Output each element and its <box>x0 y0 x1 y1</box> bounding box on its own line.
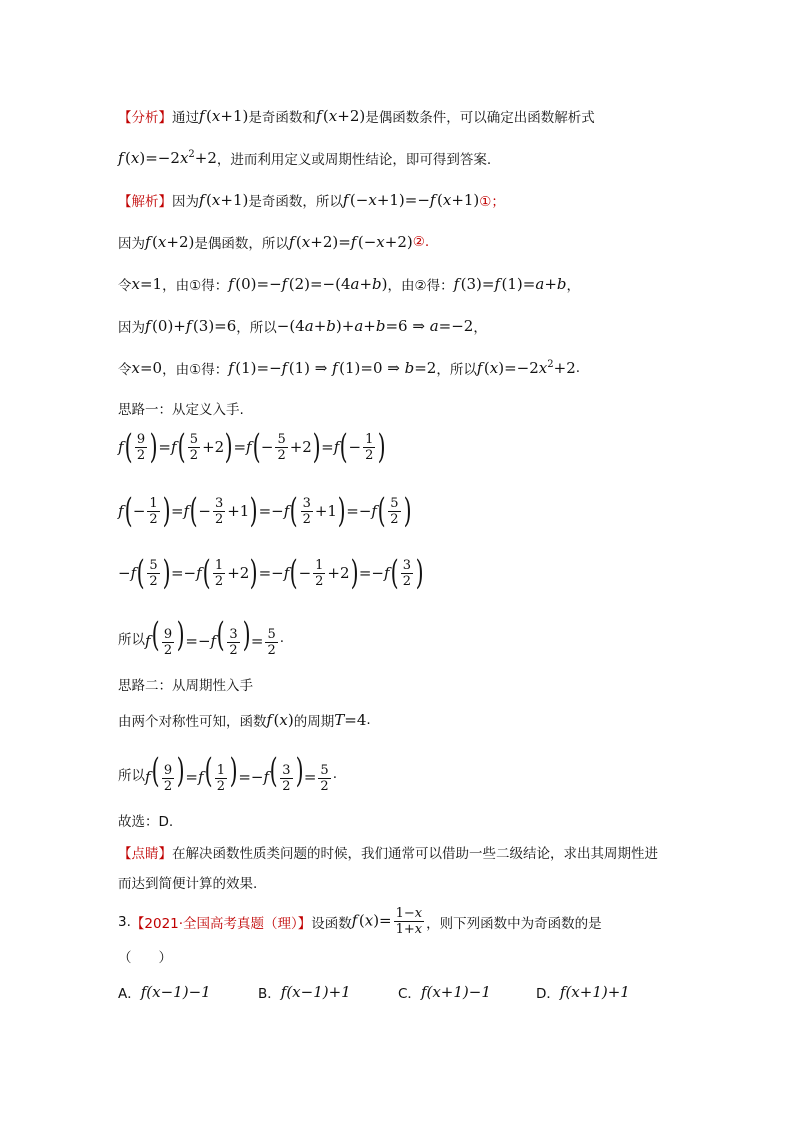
comment-tag: 【点睛】 <box>118 846 172 862</box>
option-c[interactable] <box>398 982 491 1002</box>
solution-text: ②. <box>412 234 430 250</box>
option-d-label: D． <box>536 986 560 1002</box>
option-d[interactable] <box>536 982 630 1002</box>
analysis-text-3: 是偶函数条件，可以确定出函数解析式 <box>365 110 595 126</box>
analysis-tag: 【分析】 <box>118 110 172 126</box>
solution-text: ， <box>566 278 580 294</box>
approach2-text: . <box>366 712 371 728</box>
question-blank: （ ） <box>118 950 172 966</box>
comment-line-1 <box>118 842 694 862</box>
question-source: 【2021·全国高考真题（理）】 <box>130 915 312 932</box>
approach2-conclusion <box>118 751 694 794</box>
approach2-line-1 <box>118 710 694 730</box>
comment-text-2: 而达到简便计算的效果. <box>118 876 258 892</box>
expr: x=1 <box>131 275 163 293</box>
solution-text: ，由①得： <box>162 278 229 294</box>
solution-text: ，由①得： <box>162 362 229 378</box>
option-b-label: B． <box>258 986 281 1002</box>
solution-text: ，所以 <box>236 320 277 336</box>
expr-question-function: f (x)= $\frac{1-x}{1+x}$ <box>351 906 423 937</box>
expr: f (x) <box>266 711 294 729</box>
answer-text: 故选：D. <box>118 814 174 830</box>
question-stem-a: 设函数 <box>311 915 352 932</box>
analysis-text-4: ，进而利用定义或周期性结论，即可得到答案. <box>216 152 492 168</box>
approach2-text: 由两个对称性可知，函数 <box>118 714 267 730</box>
expr: f (3)=f (1)=a+b <box>453 275 567 293</box>
option-b-expr: f(x−1)+1 <box>280 983 351 1001</box>
expr: f (0)=−f (2)=−(4a+b) <box>228 275 388 293</box>
option-c-label: C． <box>398 986 421 1002</box>
approach1-eq-1: f ( $\frac{9}{2}$ ) = f ( $\frac{5}{2}$ +2 ) = f ( − $\frac{5}{2}$ +2 ) = f ( − $\frac{1}{2}$ ) <box>118 427 386 467</box>
solution-text: 是奇函数，所以 <box>248 194 343 210</box>
question-stem-b: ，则下列函数中为奇函数的是 <box>426 915 602 932</box>
expr-f-x-plus-1: f (x+1) <box>199 107 249 125</box>
approach1-eq-2: f ( − $\frac{1}{2}$ ) = f ( − $\frac{3}{2}$ +1 ) =− f ( $\frac{3}{2}$ +1 ) =− f ( $\frac{5}{2}$ ) <box>118 491 412 531</box>
expr-fx-definition: f $(x)=-2x^2+2$ <box>118 149 217 167</box>
solution-text: 令 <box>118 362 132 378</box>
solution-line-2 <box>118 232 694 252</box>
expr: f (0)+f (3)=6 <box>145 317 237 335</box>
solution-line-3 <box>118 274 694 294</box>
analysis-line-1 <box>118 106 694 126</box>
solution-text: 令 <box>118 278 132 294</box>
expr: f (1)=−f (1) ⇒ f (1)=0 ⇒ b=2 <box>228 359 437 377</box>
expr: x=0 <box>131 359 163 377</box>
expr: f (x+2)=f (−x+2) <box>288 233 413 251</box>
expr: f (−x+1)=−f (x+1) <box>342 191 480 209</box>
answer-line <box>118 810 694 830</box>
solution-line-1 <box>118 190 694 210</box>
solution-text: 是偶函数，所以 <box>194 236 289 252</box>
expr: f (x+2) <box>145 233 195 251</box>
approach2-text: 的周期 <box>293 714 335 730</box>
solution-text: 因为 <box>172 194 199 210</box>
solution-line-4 <box>118 316 694 336</box>
option-d-expr: f(x+1)+1 <box>559 983 630 1001</box>
approach1-end: . <box>279 629 285 646</box>
comment-line-2 <box>118 872 694 892</box>
solution-line-5 <box>118 358 694 378</box>
approach1-conclusion <box>118 615 694 658</box>
question-number: 3. <box>118 913 131 930</box>
approach2-end: . <box>332 765 337 782</box>
solution-text: ，所以 <box>436 362 477 378</box>
expr: −(4a+b)+a+b=6 ⇒ a=−2 <box>276 317 474 335</box>
question-stem <box>118 906 694 937</box>
analysis-line-2 <box>118 148 694 168</box>
analysis-text-1: 通过 <box>172 110 199 126</box>
approach2-title-text: 思路二：从周期性入手 <box>118 678 253 694</box>
option-c-expr: f(x+1)−1 <box>420 983 491 1001</box>
solution-text: ①； <box>479 194 505 210</box>
approach1-title <box>118 398 694 418</box>
expr: f( $\frac{9}{2}$ )=−f( $\frac{3}{2}$ )= $\frac{5}{2}$ <box>145 615 276 658</box>
question-blank-line <box>118 946 694 966</box>
expr: f( $\frac{9}{2}$ )=f( $\frac{1}{2}$ )=−f( $\frac{3}{2}$ )= $\frac{5}{2}$ <box>145 751 329 794</box>
solution-text: ，由②得： <box>387 278 454 294</box>
option-b[interactable] <box>258 982 351 1002</box>
option-a-expr: f(x−1)−1 <box>140 983 211 1001</box>
solution-text: ， <box>473 320 487 336</box>
solution-text: 因为 <box>118 236 145 252</box>
approach2-so: 所以 <box>118 767 145 784</box>
analysis-text-2: 是奇函数和 <box>248 110 316 126</box>
option-a[interactable] <box>118 982 211 1002</box>
solution-text: . <box>575 360 581 376</box>
approach1-eq-3: − f ( $\frac{5}{2}$ ) =− f ( $\frac{1}{2}$ +2 ) =− f ( − $\frac{1}{2}$ +2 ) =− f ( $\frac{3}{2}$ ) <box>118 553 424 593</box>
expr-f-x-plus-2: f (x+2) <box>315 107 366 125</box>
expr: T=4 <box>334 711 367 729</box>
expr: f $(x)=-2x^2+2$ <box>476 359 576 377</box>
option-a-label: A． <box>118 986 141 1002</box>
approach1-title-text: 思路一：从定义入手. <box>118 402 244 418</box>
expr: f (x+1) <box>199 191 249 209</box>
approach1-so: 所以 <box>118 631 145 648</box>
solution-text: 因为 <box>118 320 145 336</box>
solution-tag: 【解析】 <box>118 194 172 210</box>
approach2-title <box>118 674 694 694</box>
comment-text-1: 在解决函数性质类问题的时候，我们通常可以借助一些二级结论，求出其周期性进 <box>172 846 658 862</box>
question-options <box>118 982 694 1002</box>
